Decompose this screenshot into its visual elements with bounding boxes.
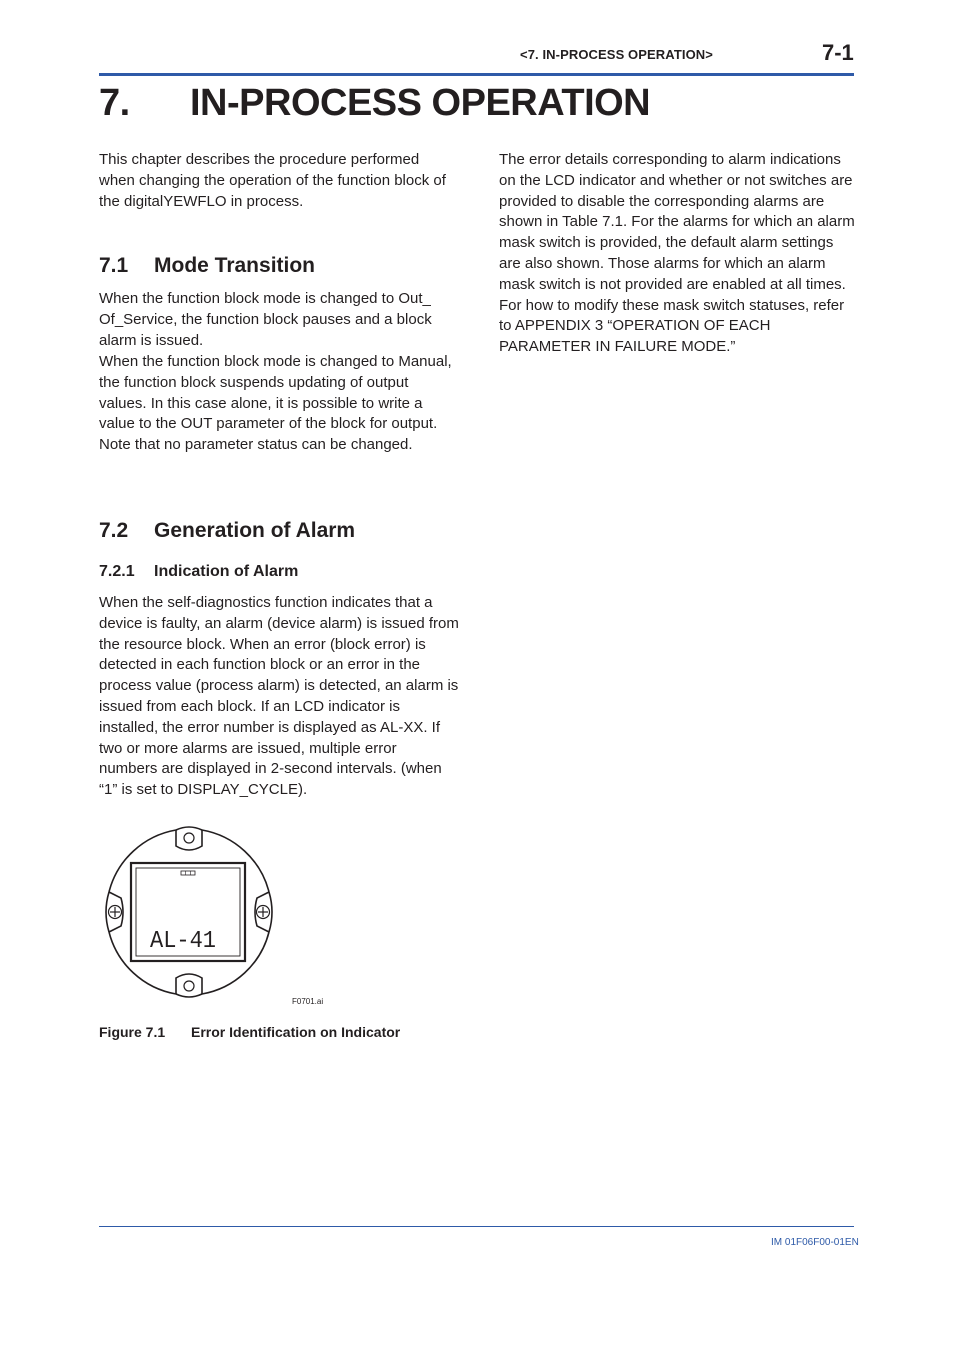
figure-file-label: F0701.ai [292, 997, 324, 1006]
section-7-2-1-heading [99, 563, 298, 581]
section-7-2-title: Generation of Alarm [154, 519, 356, 542]
mode-transition-paragraph-1: When the function block mode is changed to Out_ Of_Service, the function block pauses and a block alarm is issued. [99, 290, 432, 349]
top-screw-hole-icon [184, 833, 194, 843]
section-7-1-heading [99, 254, 315, 278]
running-head: <7. IN-PROCESS OPERATION> [520, 47, 713, 62]
figure-caption-number: Figure 7.1 [99, 1024, 166, 1040]
bottom-screw-hole-icon [184, 981, 194, 991]
footer-rule [99, 1226, 854, 1227]
lcd-alarm-text: AL-41 [150, 928, 216, 955]
section-7-2-1-title: Indication of Alarm [154, 563, 299, 580]
section-7-2-number: 7.2 [99, 519, 129, 542]
indication-of-alarm-paragraph: When the self-diagnostics function indicates that a device is faulty, an alarm (device alarm) is issued from the resource block. When an error (block error) is detected in each function block or an error in the process value (process alarm) is detected, an alarm is issued from each block. If an LCD indicator is installed, the error number is displayed as AL-XX. If two or more alarms are issued, multiple error numbers are displayed in 2-second intervals. (when “1” is set to DISPLAY_CYCLE). [99, 594, 459, 799]
figure-caption [99, 1024, 400, 1040]
display-status-marks [181, 871, 195, 875]
intro-paragraph: This chapter describes the procedure performed when changing the operation of the function block of the digitalYEWFLO in process. [99, 151, 446, 210]
header-rule [99, 73, 854, 76]
section-7-2-1-number: 7.2.1 [99, 563, 135, 580]
chapter-number: 7. [99, 82, 130, 124]
section-7-1-number: 7.1 [99, 254, 129, 277]
alarm-details-paragraph: The error details corresponding to alarm indications on the LCD indicator and whether or not switches are provided to disable the corresponding alarms are shown in Table 7.1. For the alarms for which an alarm mask switch is provided, the default alarm settings are also shown. Those alarms for which an alarm mask switch is not provided are enabled at all times. For how to modify these mask switch statuses, refer to APPENDIX 3 “OPERATION OF EACH PARAMETER IN FAILURE MODE.” [499, 151, 855, 356]
document-id: IM 01F06F00-01EN [771, 1237, 859, 1248]
section-7-1-title: Mode Transition [154, 254, 316, 277]
chapter-title-text: IN-PROCESS OPERATION [190, 82, 651, 124]
lcd-indicator-drawing [99, 822, 279, 1002]
chapter-title [99, 82, 650, 125]
mode-transition-paragraph-2: When the function block mode is changed to Manual, the function block suspends updating of output values. In this case alone, it is possible to write a value to the OUT parameter of the block for output. Note that no parameter status can be changed. [99, 353, 452, 454]
page-number: 7-1 [822, 40, 854, 65]
figure-caption-title: Error Identification on Indicator [191, 1024, 401, 1040]
section-7-2-heading [99, 519, 355, 543]
